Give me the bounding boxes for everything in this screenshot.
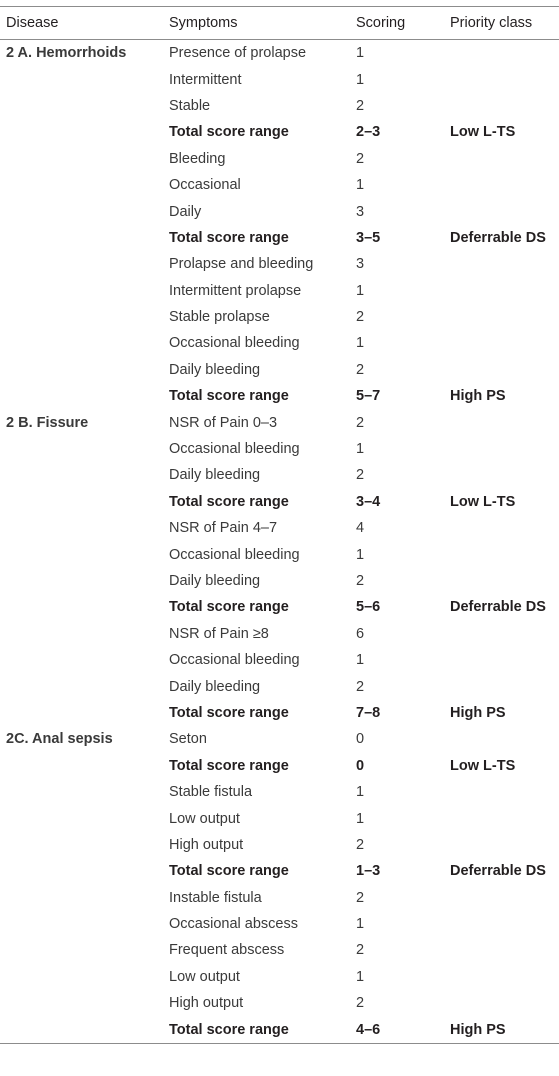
table-row — [0, 409, 559, 435]
table-row — [0, 832, 559, 858]
score-cell: 1 — [356, 916, 365, 933]
priority-cell — [450, 66, 559, 92]
table-row — [0, 990, 559, 1016]
priority-cell — [450, 409, 559, 435]
disease-cell — [0, 753, 169, 779]
priority-cell: Deferrable DS — [450, 863, 546, 880]
score-cell: 2 — [356, 889, 365, 906]
table-row — [0, 66, 559, 92]
priority-cell — [450, 568, 559, 594]
priority-cell — [450, 937, 559, 963]
symptom-cell: Daily — [169, 203, 202, 220]
table-row — [0, 937, 559, 963]
symptom-cell: Daily bleeding — [169, 678, 261, 695]
disease-cell — [0, 541, 169, 567]
score-cell: 2 — [356, 942, 365, 959]
priority-cell — [450, 805, 559, 831]
priority-cell: High PS — [450, 1016, 559, 1043]
table-row — [0, 278, 559, 304]
priority-cell — [450, 621, 559, 647]
symptom-cell: Low output — [169, 968, 240, 985]
symptom-cell: NSR of Pain 0–3 — [169, 414, 278, 431]
disease-cell — [0, 489, 169, 515]
symptom-cell: Bleeding — [169, 150, 226, 167]
disease-cell — [0, 436, 169, 462]
priority-cell — [450, 251, 559, 277]
priority-cell — [450, 462, 559, 488]
symptom-cell: Total score range — [169, 493, 289, 510]
disease-cell — [0, 858, 169, 884]
score-cell: 2 — [356, 97, 365, 114]
score-cell: 2 — [356, 836, 365, 853]
score-cell: 1 — [356, 968, 365, 985]
score-cell: 3–5 — [356, 229, 381, 246]
symptom-cell: NSR of Pain 4–7 — [169, 520, 278, 537]
disease-cell — [0, 964, 169, 990]
table-row — [0, 673, 559, 699]
header-scoring: Scoring — [356, 7, 450, 40]
symptom-cell: Daily bleeding — [169, 573, 261, 589]
priority-cell: Low L-TS — [450, 124, 516, 141]
priority-cell — [450, 726, 559, 752]
score-cell: 7–8 — [356, 704, 381, 721]
header-symptoms: Symptoms — [169, 7, 356, 40]
priority-cell — [450, 436, 559, 462]
disease-cell — [0, 462, 169, 488]
priority-cell — [450, 832, 559, 858]
symptom-cell: Occasional bleeding — [169, 652, 300, 669]
table-row — [0, 805, 559, 831]
priority-cell — [450, 779, 559, 805]
priority-cell — [450, 304, 559, 330]
disease-cell — [0, 198, 169, 224]
score-cell: 2 — [356, 309, 365, 326]
disease-cell — [0, 278, 169, 304]
table-row — [0, 40, 559, 67]
score-cell: 0 — [356, 757, 365, 774]
disease-cell: 2C. Anal sepsis — [6, 731, 113, 748]
header-row — [0, 7, 559, 40]
total-row — [0, 119, 559, 145]
priority-cell — [450, 515, 559, 541]
priority-cell — [450, 40, 559, 67]
score-cell: 2 — [356, 150, 365, 167]
symptom-cell: Total score range — [169, 388, 289, 405]
table-row — [0, 436, 559, 462]
score-cell: 2 — [356, 678, 365, 695]
priority-cell — [450, 357, 559, 383]
symptom-cell: High output — [169, 836, 244, 853]
table-row — [0, 726, 559, 752]
symptom-cell: Total score range — [169, 1016, 356, 1043]
score-cell: 1 — [356, 335, 365, 352]
header-priority-class: Priority class — [450, 7, 559, 40]
symptom-cell: Frequent abscess — [169, 942, 285, 959]
table-row — [0, 885, 559, 911]
symptom-cell: Total score range — [169, 863, 289, 880]
score-cell: 2 — [356, 467, 365, 484]
priority-cell: High PS — [450, 704, 506, 721]
table-row — [0, 93, 559, 119]
table-row — [0, 462, 559, 488]
total-row — [0, 858, 559, 884]
symptom-cell: Low output — [169, 810, 240, 827]
score-cell: 1 — [356, 45, 365, 62]
disease-cell — [0, 621, 169, 647]
priority-cell — [450, 198, 559, 224]
disease-cell — [0, 383, 169, 409]
priority-cell — [450, 541, 559, 567]
symptom-cell: Intermittent — [169, 71, 242, 88]
score-cell: 6 — [356, 625, 365, 642]
disease-cell — [0, 673, 169, 699]
disease-cell — [0, 93, 169, 119]
table-row — [0, 172, 559, 198]
symptom-cell: Stable fistula — [169, 784, 253, 801]
total-row — [0, 594, 559, 620]
score-cell: 1 — [356, 784, 365, 801]
priority-cell — [450, 172, 559, 198]
symptom-cell: Presence of prolapse — [169, 45, 307, 62]
disease-cell: 2 A. Hemorrhoids — [6, 45, 127, 62]
score-cell: 2 — [356, 414, 365, 431]
total-row — [0, 700, 559, 726]
disease-cell — [0, 251, 169, 277]
score-cell: 3 — [356, 203, 365, 220]
symptom-cell: Occasional bleeding — [169, 335, 300, 352]
priority-cell — [450, 911, 559, 937]
total-row — [0, 753, 559, 779]
disease-cell — [0, 647, 169, 673]
score-cell: 5–6 — [356, 599, 381, 616]
disease-cell — [0, 119, 169, 145]
disease-cell: 2 B. Fissure — [6, 414, 89, 431]
score-cell: 3 — [356, 256, 365, 273]
disease-cell — [0, 700, 169, 726]
priority-cell: Deferrable DS — [450, 599, 546, 616]
score-cell: 1 — [356, 177, 365, 194]
score-cell: 3–4 — [356, 493, 381, 510]
symptom-cell: Daily bleeding — [169, 467, 261, 484]
disease-cell — [0, 515, 169, 541]
table-header — [0, 7, 559, 40]
score-cell: 1 — [356, 810, 365, 827]
scoring-table — [0, 6, 559, 1044]
priority-cell — [450, 647, 559, 673]
priority-cell — [450, 964, 559, 990]
disease-cell — [0, 66, 169, 92]
priority-cell: Low L-TS — [450, 757, 516, 774]
priority-cell — [450, 278, 559, 304]
symptom-cell: Occasional — [169, 177, 241, 194]
symptom-cell: Intermittent prolapse — [169, 282, 302, 299]
scoring-table-container — [0, 6, 559, 1076]
score-cell: 2 — [356, 573, 365, 589]
table-row — [0, 304, 559, 330]
priority-cell — [450, 885, 559, 911]
table-row — [0, 251, 559, 277]
table-row — [0, 515, 559, 541]
symptom-cell: High output — [169, 995, 244, 1012]
score-cell: 2 — [356, 361, 365, 378]
disease-cell — [0, 1016, 169, 1043]
score-cell: 2–3 — [356, 124, 381, 141]
priority-cell — [450, 93, 559, 119]
score-cell: 1 — [356, 282, 365, 299]
table-row — [0, 911, 559, 937]
disease-cell — [0, 357, 169, 383]
priority-cell: Low L-TS — [450, 493, 516, 510]
table-row — [0, 198, 559, 224]
disease-cell — [0, 304, 169, 330]
disease-cell — [0, 779, 169, 805]
symptom-cell: Total score range — [169, 229, 289, 246]
symptom-cell: Total score range — [169, 599, 289, 616]
disease-cell — [0, 832, 169, 858]
score-cell: 4–6 — [356, 1016, 450, 1043]
header-disease: Disease — [0, 7, 169, 40]
table-body — [0, 40, 559, 1044]
symptom-cell: Daily bleeding — [169, 361, 261, 378]
score-cell: 1 — [356, 652, 365, 669]
table-row — [0, 146, 559, 172]
symptom-cell: Total score range — [169, 704, 289, 721]
symptom-cell: Total score range — [169, 124, 289, 141]
table-row — [0, 647, 559, 673]
disease-cell — [0, 225, 169, 251]
symptom-cell: Total score range — [169, 757, 289, 774]
table-row — [0, 621, 559, 647]
priority-cell: High PS — [450, 388, 506, 405]
score-cell: 1 — [356, 71, 365, 88]
disease-cell — [0, 568, 169, 594]
score-cell: 1 — [356, 546, 365, 563]
disease-cell — [0, 990, 169, 1016]
score-cell: 5–7 — [356, 388, 381, 405]
disease-cell — [0, 805, 169, 831]
disease-cell — [0, 937, 169, 963]
disease-cell — [0, 172, 169, 198]
total-row — [0, 383, 559, 409]
table-row — [0, 330, 559, 356]
table-row — [0, 779, 559, 805]
symptom-cell: Stable prolapse — [169, 309, 270, 326]
priority-cell — [450, 330, 559, 356]
symptom-cell: Occasional bleeding — [169, 441, 300, 458]
table-row — [0, 964, 559, 990]
score-cell: 4 — [356, 520, 365, 537]
symptom-cell: Instable fistula — [169, 889, 262, 906]
score-cell: 2 — [356, 995, 365, 1012]
symptom-cell: Occasional bleeding — [169, 546, 300, 563]
symptom-cell: NSR of Pain ≥8 — [169, 625, 269, 642]
disease-cell — [0, 146, 169, 172]
score-cell: 1 — [356, 441, 365, 458]
symptom-cell: Stable — [169, 97, 211, 114]
priority-cell — [450, 146, 559, 172]
symptom-cell: Seton — [169, 731, 207, 748]
disease-cell — [0, 330, 169, 356]
total-row — [0, 489, 559, 515]
total-row — [0, 225, 559, 251]
symptom-cell: Prolapse and bleeding — [169, 256, 314, 273]
total-row — [0, 1016, 559, 1043]
disease-cell — [0, 911, 169, 937]
disease-cell — [0, 594, 169, 620]
score-cell: 0 — [356, 731, 365, 748]
table-row — [0, 357, 559, 383]
disease-cell — [0, 885, 169, 911]
table-row — [0, 541, 559, 567]
table-row — [0, 568, 559, 594]
priority-cell: Deferrable DS — [450, 229, 546, 246]
priority-cell — [450, 990, 559, 1016]
priority-cell — [450, 673, 559, 699]
symptom-cell: Occasional abscess — [169, 916, 298, 933]
score-cell: 1–3 — [356, 863, 381, 880]
